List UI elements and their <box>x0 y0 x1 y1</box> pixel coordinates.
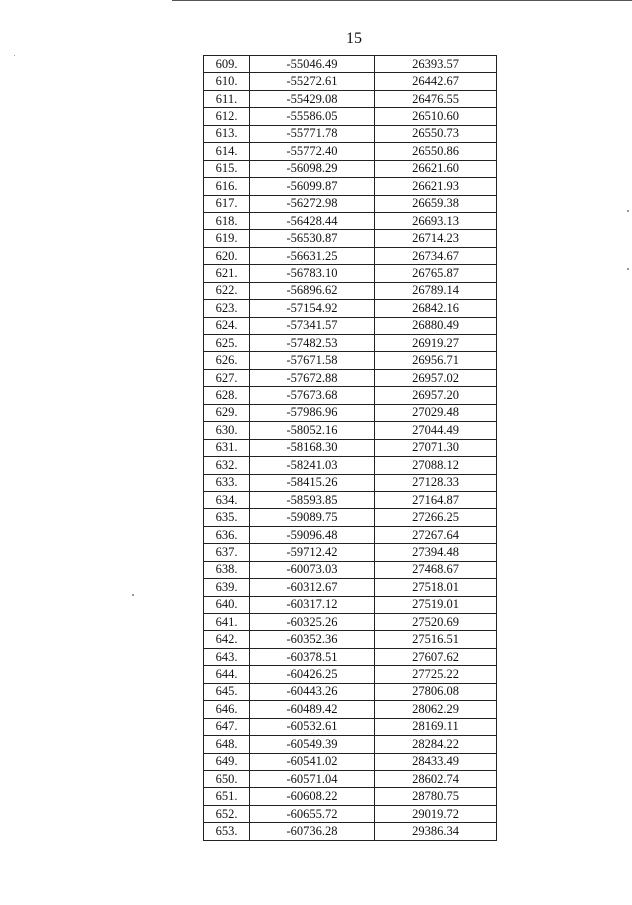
point-number-cell: 618. <box>204 212 250 229</box>
point-number-cell: 632. <box>204 457 250 474</box>
scan-speck <box>627 210 629 212</box>
table-row <box>204 247 497 264</box>
table-row <box>204 823 497 840</box>
point-number-cell: 639. <box>204 579 250 596</box>
table-row <box>204 108 497 125</box>
x-coordinate-cell: -60073.03 <box>250 561 375 578</box>
y-coordinate-cell: 26765.87 <box>375 265 497 282</box>
point-number-cell: 613. <box>204 125 250 142</box>
y-coordinate-cell: 26550.86 <box>375 143 497 160</box>
y-coordinate-cell: 26956.71 <box>375 352 497 369</box>
point-number-cell: 615. <box>204 160 250 177</box>
coordinates-table-body <box>204 56 497 841</box>
table-row <box>204 160 497 177</box>
table-row <box>204 439 497 456</box>
point-number-cell: 627. <box>204 369 250 386</box>
x-coordinate-cell: -56783.10 <box>250 265 375 282</box>
y-coordinate-cell: 27088.12 <box>375 457 497 474</box>
page-number: 15 <box>346 30 362 47</box>
point-number-cell: 624. <box>204 317 250 334</box>
table-row <box>204 701 497 718</box>
table-row <box>204 596 497 613</box>
y-coordinate-cell: 26714.23 <box>375 230 497 247</box>
table-row <box>204 474 497 491</box>
y-coordinate-cell: 28169.11 <box>375 718 497 735</box>
table-row <box>204 683 497 700</box>
y-coordinate-cell: 29386.34 <box>375 823 497 840</box>
x-coordinate-cell: -60317.12 <box>250 596 375 613</box>
table-row <box>204 770 497 787</box>
x-coordinate-cell: -55772.40 <box>250 143 375 160</box>
y-coordinate-cell: 26476.55 <box>375 90 497 107</box>
point-number-cell: 637. <box>204 544 250 561</box>
scan-speck <box>627 268 629 270</box>
x-coordinate-cell: -57672.88 <box>250 369 375 386</box>
table-row <box>204 369 497 386</box>
x-coordinate-cell: -59712.42 <box>250 544 375 561</box>
y-coordinate-cell: 28284.22 <box>375 736 497 753</box>
point-number-cell: 642. <box>204 631 250 648</box>
x-coordinate-cell: -58241.03 <box>250 457 375 474</box>
x-coordinate-cell: -60608.22 <box>250 788 375 805</box>
point-number-cell: 620. <box>204 247 250 264</box>
y-coordinate-cell: 27029.48 <box>375 404 497 421</box>
point-number-cell: 625. <box>204 335 250 352</box>
table-row <box>204 753 497 770</box>
x-coordinate-cell: -57154.92 <box>250 300 375 317</box>
table-row <box>204 73 497 90</box>
y-coordinate-cell: 28602.74 <box>375 770 497 787</box>
x-coordinate-cell: -56631.25 <box>250 247 375 264</box>
y-coordinate-cell: 26659.38 <box>375 195 497 212</box>
x-coordinate-cell: -57671.58 <box>250 352 375 369</box>
point-number-cell: 646. <box>204 701 250 718</box>
y-coordinate-cell: 26510.60 <box>375 108 497 125</box>
point-number-cell: 633. <box>204 474 250 491</box>
x-coordinate-cell: -60325.26 <box>250 614 375 631</box>
x-coordinate-cell: -60571.04 <box>250 770 375 787</box>
y-coordinate-cell: 26842.16 <box>375 300 497 317</box>
point-number-cell: 643. <box>204 648 250 665</box>
x-coordinate-cell: -55046.49 <box>250 56 375 73</box>
x-coordinate-cell: -60443.26 <box>250 683 375 700</box>
point-number-cell: 636. <box>204 526 250 543</box>
table-row <box>204 422 497 439</box>
point-number-cell: 653. <box>204 823 250 840</box>
table-row <box>204 491 497 508</box>
x-coordinate-cell: -60532.61 <box>250 718 375 735</box>
x-coordinate-cell: -56530.87 <box>250 230 375 247</box>
y-coordinate-cell: 26393.57 <box>375 56 497 73</box>
table-row <box>204 526 497 543</box>
y-coordinate-cell: 26957.20 <box>375 387 497 404</box>
y-coordinate-cell: 27071.30 <box>375 439 497 456</box>
table-row <box>204 317 497 334</box>
point-number-cell: 652. <box>204 805 250 822</box>
y-coordinate-cell: 26693.13 <box>375 212 497 229</box>
table-row <box>204 282 497 299</box>
x-coordinate-cell: -56896.62 <box>250 282 375 299</box>
y-coordinate-cell: 27806.08 <box>375 683 497 700</box>
y-coordinate-cell: 27394.48 <box>375 544 497 561</box>
y-coordinate-cell: 26957.02 <box>375 369 497 386</box>
point-number-cell: 635. <box>204 509 250 526</box>
point-number-cell: 631. <box>204 439 250 456</box>
point-number-cell: 619. <box>204 230 250 247</box>
point-number-cell: 645. <box>204 683 250 700</box>
y-coordinate-cell: 27607.62 <box>375 648 497 665</box>
table-row <box>204 457 497 474</box>
y-coordinate-cell: 28433.49 <box>375 753 497 770</box>
point-number-cell: 626. <box>204 352 250 369</box>
point-number-cell: 621. <box>204 265 250 282</box>
point-number-cell: 623. <box>204 300 250 317</box>
point-number-cell: 644. <box>204 666 250 683</box>
y-coordinate-cell: 26734.67 <box>375 247 497 264</box>
y-coordinate-cell: 27044.49 <box>375 422 497 439</box>
scan-speck <box>14 55 15 56</box>
table-row <box>204 561 497 578</box>
point-number-cell: 616. <box>204 178 250 195</box>
point-number-cell: 629. <box>204 404 250 421</box>
x-coordinate-cell: -57986.96 <box>250 404 375 421</box>
table-row <box>204 335 497 352</box>
x-coordinate-cell: -59089.75 <box>250 509 375 526</box>
x-coordinate-cell: -59096.48 <box>250 526 375 543</box>
y-coordinate-cell: 29019.72 <box>375 805 497 822</box>
y-coordinate-cell: 26621.60 <box>375 160 497 177</box>
point-number-cell: 638. <box>204 561 250 578</box>
x-coordinate-cell: -60736.28 <box>250 823 375 840</box>
y-coordinate-cell: 28780.75 <box>375 788 497 805</box>
x-coordinate-cell: -60655.72 <box>250 805 375 822</box>
table-row <box>204 579 497 596</box>
x-coordinate-cell: -60549.39 <box>250 736 375 753</box>
table-row <box>204 805 497 822</box>
point-number-cell: 612. <box>204 108 250 125</box>
coordinates-table <box>203 55 497 841</box>
x-coordinate-cell: -56098.29 <box>250 160 375 177</box>
y-coordinate-cell: 27520.69 <box>375 614 497 631</box>
table-row <box>204 614 497 631</box>
point-number-cell: 647. <box>204 718 250 735</box>
table-row <box>204 648 497 665</box>
top-border-line <box>172 0 632 1</box>
point-number-cell: 649. <box>204 753 250 770</box>
y-coordinate-cell: 27128.33 <box>375 474 497 491</box>
x-coordinate-cell: -56428.44 <box>250 212 375 229</box>
table-row <box>204 788 497 805</box>
y-coordinate-cell: 27164.87 <box>375 491 497 508</box>
table-row <box>204 56 497 73</box>
table-row <box>204 300 497 317</box>
y-coordinate-cell: 26789.14 <box>375 282 497 299</box>
table-row <box>204 143 497 160</box>
y-coordinate-cell: 26919.27 <box>375 335 497 352</box>
x-coordinate-cell: -58168.30 <box>250 439 375 456</box>
point-number-cell: 630. <box>204 422 250 439</box>
table-row <box>204 265 497 282</box>
y-coordinate-cell: 27266.25 <box>375 509 497 526</box>
table-row <box>204 90 497 107</box>
x-coordinate-cell: -58593.85 <box>250 491 375 508</box>
x-coordinate-cell: -57482.53 <box>250 335 375 352</box>
y-coordinate-cell: 26880.49 <box>375 317 497 334</box>
table-row <box>204 125 497 142</box>
x-coordinate-cell: -55586.05 <box>250 108 375 125</box>
point-number-cell: 640. <box>204 596 250 613</box>
y-coordinate-cell: 27267.64 <box>375 526 497 543</box>
x-coordinate-cell: -57673.68 <box>250 387 375 404</box>
table-row <box>204 212 497 229</box>
x-coordinate-cell: -55771.78 <box>250 125 375 142</box>
point-number-cell: 610. <box>204 73 250 90</box>
table-row <box>204 352 497 369</box>
point-number-cell: 622. <box>204 282 250 299</box>
x-coordinate-cell: -60489.42 <box>250 701 375 718</box>
x-coordinate-cell: -55429.08 <box>250 90 375 107</box>
table-row <box>204 631 497 648</box>
table-row <box>204 404 497 421</box>
point-number-cell: 650. <box>204 770 250 787</box>
x-coordinate-cell: -60312.67 <box>250 579 375 596</box>
table-row <box>204 736 497 753</box>
y-coordinate-cell: 27519.01 <box>375 596 497 613</box>
x-coordinate-cell: -56272.98 <box>250 195 375 212</box>
y-coordinate-cell: 26442.67 <box>375 73 497 90</box>
point-number-cell: 648. <box>204 736 250 753</box>
x-coordinate-cell: -55272.61 <box>250 73 375 90</box>
x-coordinate-cell: -60426.25 <box>250 666 375 683</box>
x-coordinate-cell: -56099.87 <box>250 178 375 195</box>
point-number-cell: 628. <box>204 387 250 404</box>
point-number-cell: 634. <box>204 491 250 508</box>
x-coordinate-cell: -58415.26 <box>250 474 375 491</box>
table-row <box>204 178 497 195</box>
y-coordinate-cell: 26550.73 <box>375 125 497 142</box>
table-row <box>204 230 497 247</box>
y-coordinate-cell: 27516.51 <box>375 631 497 648</box>
table-row <box>204 718 497 735</box>
point-number-cell: 609. <box>204 56 250 73</box>
table-row <box>204 195 497 212</box>
y-coordinate-cell: 28062.29 <box>375 701 497 718</box>
y-coordinate-cell: 26621.93 <box>375 178 497 195</box>
point-number-cell: 651. <box>204 788 250 805</box>
x-coordinate-cell: -58052.16 <box>250 422 375 439</box>
point-number-cell: 614. <box>204 143 250 160</box>
table-row <box>204 387 497 404</box>
y-coordinate-cell: 27518.01 <box>375 579 497 596</box>
x-coordinate-cell: -60378.51 <box>250 648 375 665</box>
point-number-cell: 617. <box>204 195 250 212</box>
x-coordinate-cell: -60541.02 <box>250 753 375 770</box>
x-coordinate-cell: -57341.57 <box>250 317 375 334</box>
point-number-cell: 641. <box>204 614 250 631</box>
scan-speck <box>132 594 134 596</box>
y-coordinate-cell: 27468.67 <box>375 561 497 578</box>
point-number-cell: 611. <box>204 90 250 107</box>
table-row <box>204 666 497 683</box>
table-row <box>204 509 497 526</box>
table-row <box>204 544 497 561</box>
y-coordinate-cell: 27725.22 <box>375 666 497 683</box>
x-coordinate-cell: -60352.36 <box>250 631 375 648</box>
